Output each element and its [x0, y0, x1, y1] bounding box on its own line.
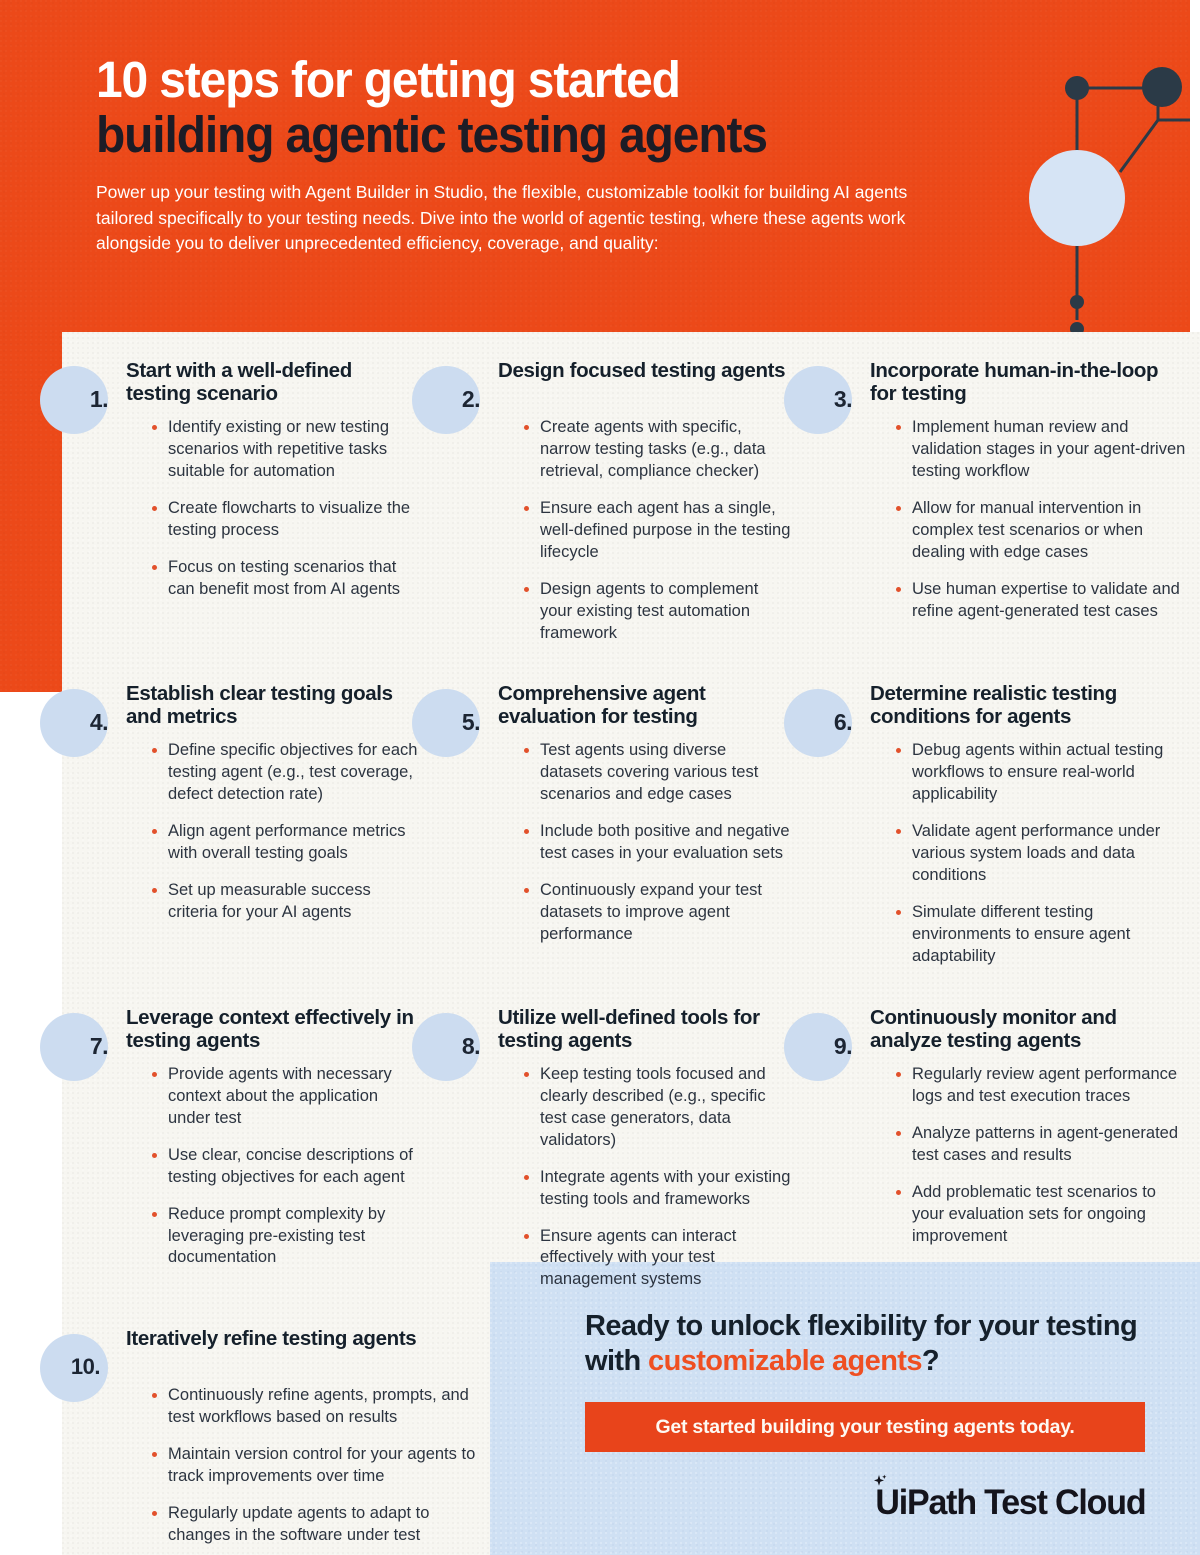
bullet-item: Debug agents within actual testing workflows to ensure real-world applicability: [896, 740, 1186, 806]
bullet-item: Ensure each agent has a single, well-defined purpose in the testing lifecycle: [524, 498, 792, 564]
step-card-6: [806, 683, 1200, 982]
step-card-1: [62, 360, 434, 659]
logo-text: UiPath Test Cloud: [874, 1483, 1145, 1523]
bullet-item: Set up measurable success criteria for your AI agents: [152, 880, 420, 924]
get-started-button[interactable]: [585, 1402, 1145, 1452]
bullet-item: Simulate different testing environments to ensure agent adaptability: [896, 902, 1186, 968]
bullet-item: Allow for manual intervention in complex test scenarios or when dealing with edge cases: [896, 498, 1186, 564]
bullet-item: Analyze patterns in agent-generated test cases and results: [896, 1123, 1186, 1167]
step-bullets: [524, 417, 792, 644]
step-card-5: [434, 683, 806, 982]
step-number: 6.: [833, 709, 852, 736]
step-number: 9.: [833, 1032, 852, 1059]
step-title: Design focused testing agents: [498, 359, 786, 382]
step-number: 3.: [833, 386, 852, 412]
bullet-item: Continuously expand your test datasets to improve agent performance: [524, 880, 792, 946]
step-number: 7.: [89, 1032, 108, 1059]
step-title: Iteratively refine testing agents: [126, 1327, 417, 1351]
bullet-item: Reduce prompt complexity by leveraging pre-existing test documentation: [152, 1204, 420, 1270]
bullet-item: Include both positive and negative test cases in your evaluation sets: [524, 821, 792, 865]
step-title: Start with a well-defined testing scenario: [126, 359, 352, 405]
step-bullets: [524, 740, 792, 946]
step-card-3: [806, 360, 1200, 659]
step-bullets: [524, 1064, 792, 1291]
bullet-item: Regularly review agent performance logs and test execution traces: [896, 1064, 1186, 1108]
step-bullets: [152, 1064, 420, 1270]
step-card-2: [434, 360, 806, 659]
bullet-item: Keep testing tools focused and clearly described (e.g., specific test case generators, data validators): [524, 1064, 792, 1152]
cta-button-label: Get started building your testing agents today.: [655, 1415, 1075, 1438]
uipath-test-cloud-logo: [585, 1483, 1145, 1523]
step-card-10: [62, 1328, 492, 1555]
bullet-item: Implement human review and validation stages in your agent-driven testing workflow: [896, 417, 1186, 483]
step-number: 2.: [461, 386, 480, 412]
header-text-block: [96, 52, 996, 256]
bullet-item: Use clear, concise descriptions of testing objectives for each agent: [152, 1145, 420, 1189]
bullet-item: Create agents with specific, narrow testing tasks (e.g., data retrieval, compliance checker): [524, 417, 792, 483]
bullet-item: Use human expertise to validate and refine agent-generated test cases: [896, 579, 1186, 623]
step-title: Incorporate human-in-the-loop for testing: [870, 359, 1159, 405]
bullet-item: Integrate agents with your existing testing tools and frameworks: [524, 1167, 792, 1211]
header-subtitle: Power up your testing with Agent Builder in Studio, the flexible, customizable toolkit for building AI agents tailored specifically to your testing needs. Dive into the world of agentic testing, where these agents work alongside you to deliver unprecedented efficiency, coverage, and quality:: [96, 182, 908, 253]
bullet-item: Continuously refine agents, prompts, and test workflows based on results: [152, 1385, 478, 1429]
cta-panel: [490, 1262, 1200, 1555]
bullet-item: Maintain version control for your agents to track improvements over time: [152, 1444, 478, 1488]
bullet-item: Define specific objectives for each testing agent (e.g., test coverage, defect detection rate): [152, 740, 420, 806]
step-number: 5.: [461, 709, 480, 736]
network-graphic: [1010, 40, 1200, 340]
page-title-line2: building agentic testing agents: [96, 106, 767, 164]
step-bullets: [896, 417, 1186, 623]
step-title: Comprehensive agent evaluation for testing: [498, 682, 706, 729]
bullet-item: Create flowcharts to visualize the testing process: [152, 498, 420, 542]
step-number: 4.: [89, 709, 108, 736]
bullet-item: Regularly update agents to adapt to changes in the software under test: [152, 1503, 478, 1547]
page-title-line1: 10 steps for getting started: [96, 51, 680, 108]
bullet-item: Ensure agents can interact effectively with your test management systems: [524, 1226, 792, 1292]
header-banner: [0, 0, 1190, 334]
cta-headline-part1: Ready to unlock flexibility for your testing with: [585, 1310, 1138, 1378]
step-card-7: [62, 1007, 434, 1306]
bullet-item: Provide agents with necessary context about the application under test: [152, 1064, 420, 1130]
bullet-item: Validate agent performance under various system loads and data conditions: [896, 821, 1186, 887]
step-title: Determine realistic testing conditions for agents: [870, 682, 1117, 729]
header-right-gap: [1190, 0, 1200, 334]
step-title: Establish clear testing goals and metrics: [126, 682, 393, 729]
step-title: Leverage context effectively in testing agents: [126, 1005, 414, 1052]
steps-row-1: [62, 360, 1200, 659]
step-bullets: [152, 417, 420, 601]
cta-headline-accent: customizable agents: [648, 1345, 922, 1378]
bullet-item: Test agents using diverse datasets covering various test scenarios and edge cases: [524, 740, 792, 806]
step-number: 10.: [70, 1354, 100, 1380]
step-number: 1.: [89, 386, 108, 412]
step-title: Utilize well-defined tools for testing agents: [498, 1005, 760, 1052]
step-bullets: [896, 1064, 1186, 1248]
step-number: 8.: [461, 1032, 480, 1059]
step-bullets: [152, 1385, 478, 1547]
step-bullets: [152, 740, 420, 924]
bullet-item: Add problematic test scenarios to your evaluation sets for ongoing improvement: [896, 1182, 1186, 1248]
bullet-item: Identify existing or new testing scenarios with repetitive tasks suitable for automation: [152, 417, 420, 483]
cta-headline: [585, 1309, 1145, 1379]
step-title: Continuously monitor and analyze testing agents: [870, 1005, 1117, 1052]
step-card-4: [62, 683, 434, 982]
steps-row-2: [62, 683, 1200, 982]
cta-headline-part2: ?: [921, 1345, 940, 1378]
bullet-item: Align agent performance metrics with overall testing goals: [152, 821, 420, 865]
step-bullets: [896, 740, 1186, 967]
bullet-item: Focus on testing scenarios that can benefit most from AI agents: [152, 557, 420, 601]
bullet-item: Design agents to complement your existing test automation framework: [524, 579, 792, 645]
